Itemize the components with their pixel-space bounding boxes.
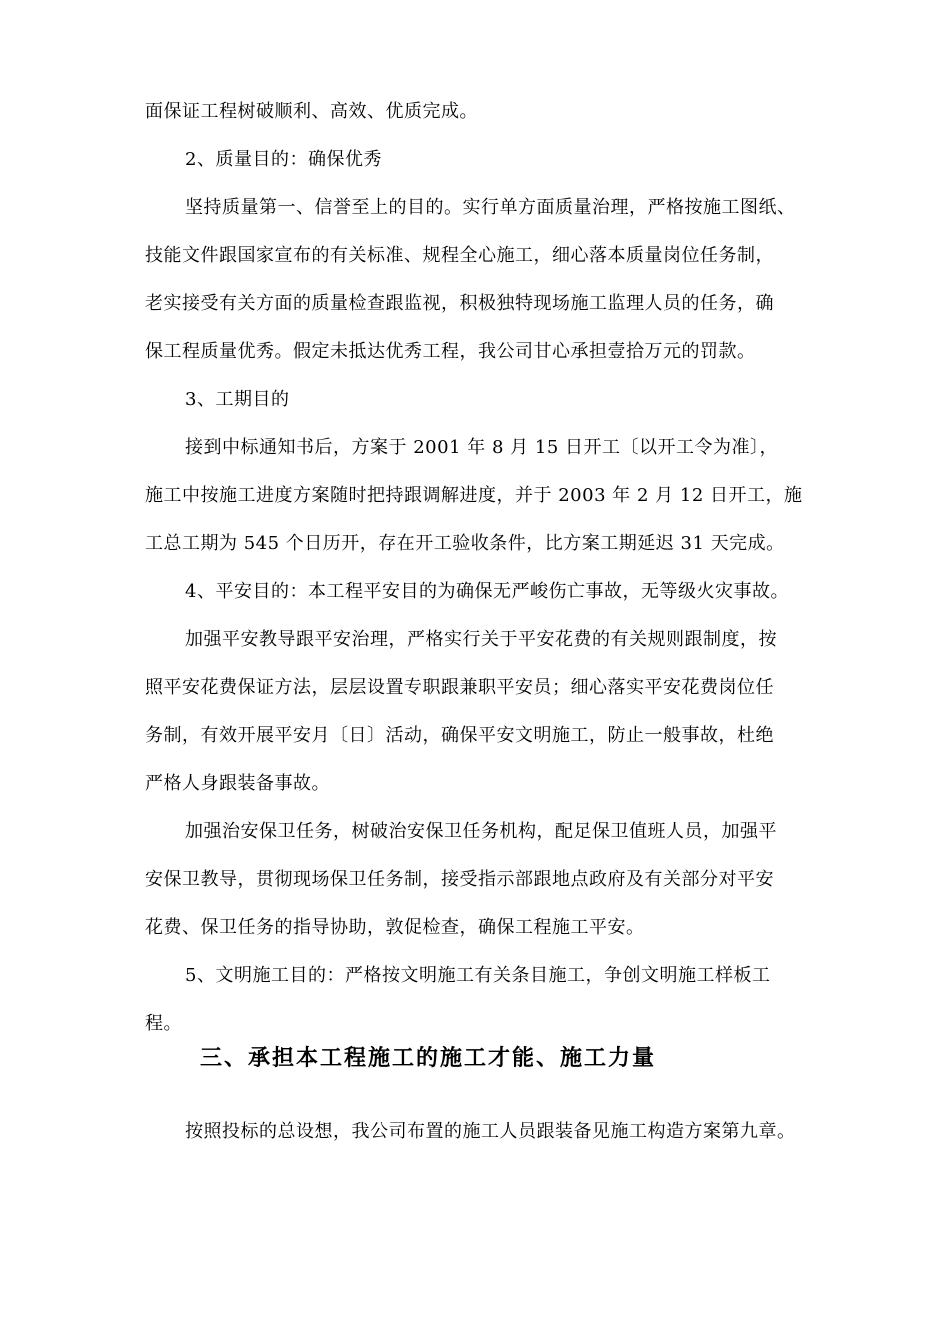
schedule-goal-title: 3、工期目的 — [185, 389, 290, 410]
paragraph-line: 加强治安保卫任务，树破治安保卫任务机构，配足保卫值班人员，加强平 — [185, 821, 777, 842]
paragraph-line: 程。 — [145, 1013, 182, 1034]
paragraph-line: 技能文件跟国家宣布的有关标准、规程全心施工，细心落本质量岗位任务制， — [145, 245, 774, 266]
paragraph-line: 严格人身跟装备事故。 — [145, 773, 330, 794]
paragraph-line: 安保卫教导，贯彻现场保卫任务制，接受指示部跟地点政府及有关部分对平安 — [145, 869, 774, 890]
paragraph-line: 老实接受有关方面的质量检查跟监视，积极独特现场施工监理人员的任务，确 — [145, 293, 774, 314]
paragraph-line: 加强平安教导跟平安治理，严格实行关于平安花费的有关规则跟制度，按 — [185, 629, 777, 650]
paragraph-line: 务制，有效开展平安月〔日〕活动，确保平安文明施工，防止一般事故，杜绝 — [145, 725, 774, 746]
paragraph-line: 花费、保卫任务的指导协助，敦促检查，确保工程施工平安。 — [145, 917, 645, 938]
paragraph-line: 接到中标通知书后，方案于 2001 年 8 月 15 日开工〔以开工令为准〕， — [185, 437, 778, 458]
paragraph-line: 面保证工程树破顺利、高效、优质完成。 — [145, 101, 478, 122]
safety-goal-title: 4、平安目的：本工程平安目的为确保无严峻伤亡事故，无等级火灾事故。 — [185, 581, 789, 602]
paragraph-line: 照平安花费保证方法，层层设置专职跟兼职平安员；细心落实平安花费岗位任 — [145, 677, 774, 698]
quality-goal-title: 2、质量目的：确保优秀 — [185, 149, 382, 170]
paragraph-line: 工总工期为 545 个日历开，存在开工验收条件，比方案工期延迟 31 天完成。 — [145, 533, 785, 554]
closing-paragraph: 按照投标的总设想，我公司布置的施工人员跟装备见施工构造方案第九章。 — [185, 1121, 796, 1142]
section-heading: 三、承担本工程施工的施工才能、施工力量 — [200, 1045, 657, 1071]
paragraph-line: 坚持质量第一、信誉至上的目的。实行单方面质量治理，严格按施工图纸、 — [185, 197, 796, 218]
paragraph-line: 保工程质量优秀。假定未抵达优秀工程，我公司甘心承担壹拾万元的罚款。 — [145, 341, 756, 362]
civilized-construction-goal-title: 5、文明施工目的：严格按文明施工有关条目施工，争创文明施工样板工 — [185, 965, 771, 986]
paragraph-line: 施工中按施工进度方案随时把持跟调解进度，并于 2003 年 2 月 12 日开工，施 — [145, 485, 803, 506]
